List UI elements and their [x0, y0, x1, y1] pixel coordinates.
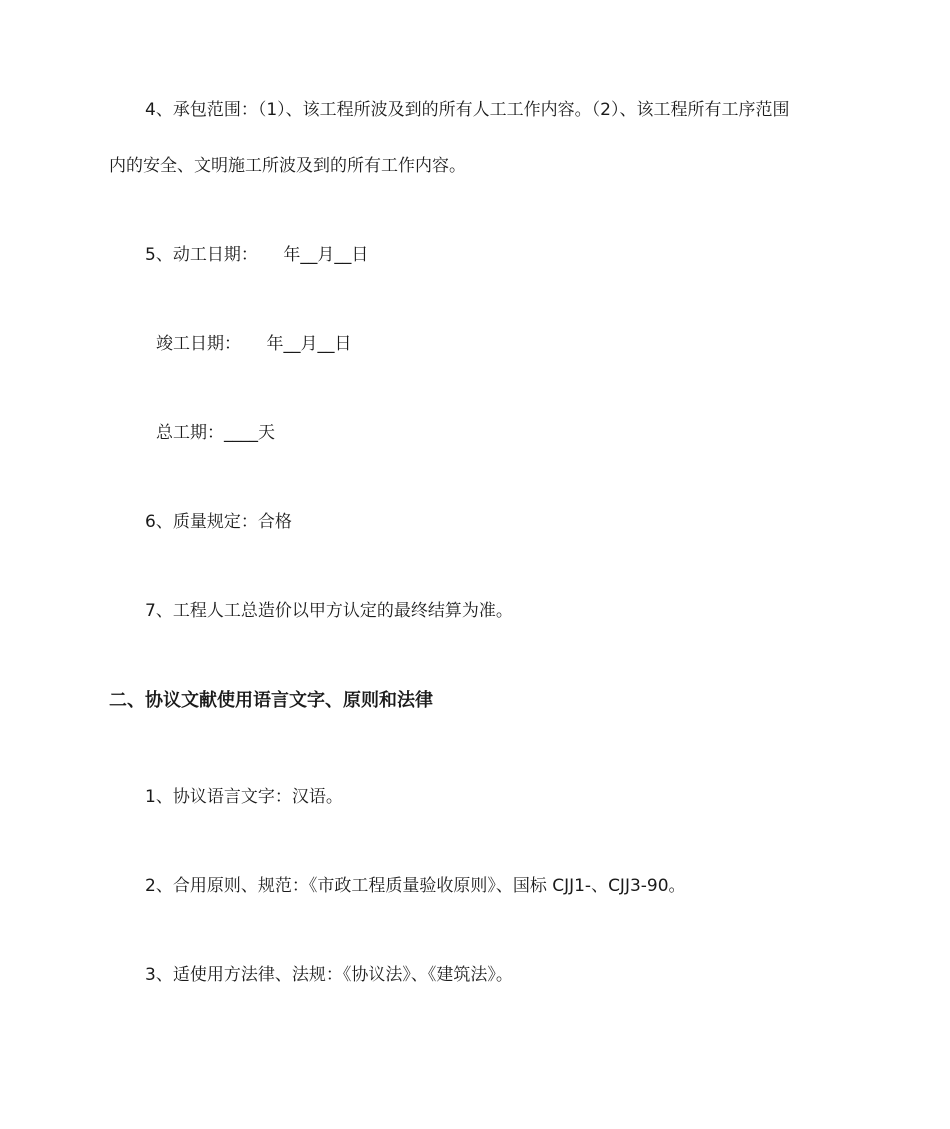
section-2-heading: 二、协议文献使用语言文字、原则和法律: [109, 690, 433, 711]
clause-5-finish-date: 竣工日期： 年__月__日: [156, 334, 352, 354]
clause-4-line-2: 内的安全、文明施工所波及到的所有工作内容。: [109, 156, 466, 176]
clause-6-quality: 6、质量规定：合格: [145, 512, 292, 532]
clause-5-total-duration: 总工期：____天: [156, 423, 275, 443]
clause-5-start-date: 5、动工日期： 年__月__日: [145, 245, 369, 265]
clause-4-line-1: 4、承包范围：（1）、该工程所波及到的所有人工工作内容。（2）、该工程所有工序范围: [145, 100, 790, 120]
section-2-clause-1: 1、协议语言文字：汉语。: [145, 787, 343, 807]
clause-7-cost: 7、工程人工总造价以甲方认定的最终结算为准。: [145, 601, 513, 621]
section-2-clause-2: 2、合用原则、规范：《市政工程质量验收原则》、国标 CJJ1-、CJJ3-90。: [145, 876, 686, 896]
section-2-clause-3: 3、适使用方法律、法规：《协议法》、《建筑法》。: [145, 965, 513, 985]
